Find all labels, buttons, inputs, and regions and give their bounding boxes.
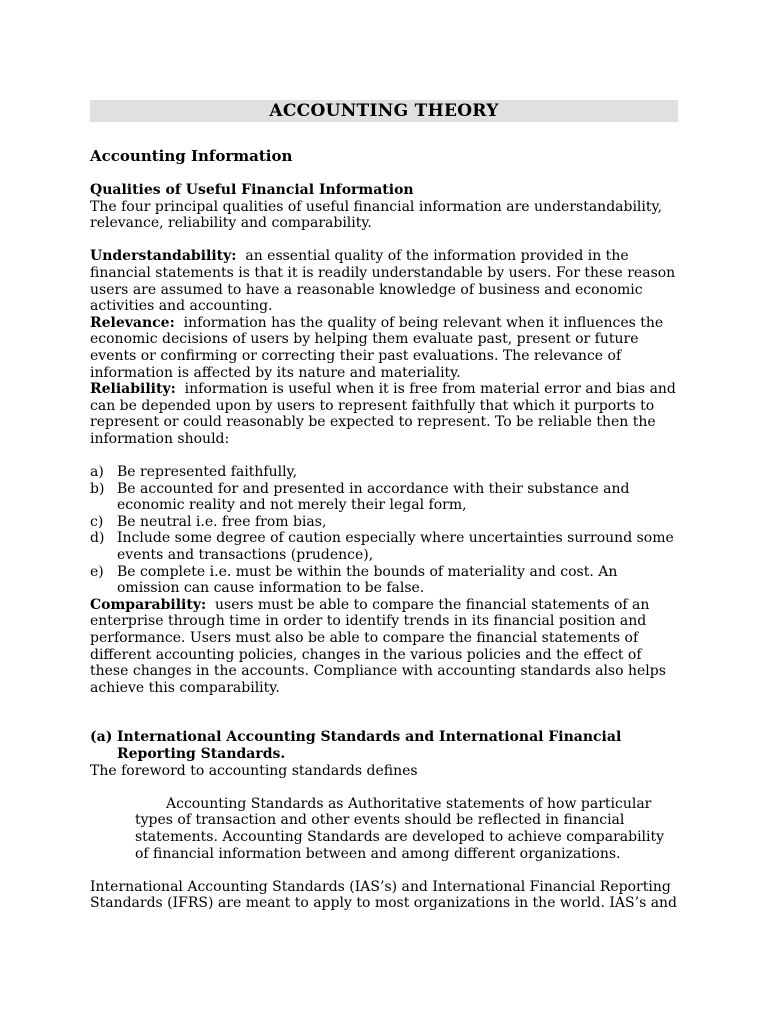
list-item-text: Include some degree of caution especially where uncertainties surround some events and transactions (prudence), — [117, 530, 674, 564]
definition-quote-text: Accounting Standards as Authoritative statements of how particular types of transaction and other events should be reflected in financial statements. Accounting Standards are developed to achieve comparability of financial information between and among different organizations. — [135, 795, 665, 862]
section-heading: Accounting Information — [90, 147, 293, 165]
list-item — [90, 481, 678, 514]
reliability-list — [90, 464, 678, 597]
spacer — [90, 779, 678, 796]
list-item — [90, 514, 678, 531]
comparability-paragraph — [90, 597, 678, 697]
relevance-term: Relevance: — [90, 314, 175, 331]
qualities-intro: The four principal qualities of useful financial information are understandability, relevance, reliability and comparability. — [90, 198, 663, 232]
spacer — [90, 862, 678, 879]
reliability-term: Reliability: — [90, 381, 176, 398]
definition-quote — [135, 796, 678, 862]
list-item — [90, 464, 678, 481]
ias-closing-paragraph: International Accounting Standards (IAS’s) and International Financial Reporting Standards (IFRS) are meant to apply to most organizations in the world. IAS’s and — [90, 878, 678, 912]
qualities-heading: Qualities of Useful Financial Information — [90, 182, 414, 198]
ias-heading-text: International Accounting Standards and International Financial Reporting Standards. — [117, 729, 622, 762]
list-item-text: Be complete i.e. must be within the bounds of materiality and cost. An omission can cause information to be false. — [117, 563, 618, 597]
understandability-text: an essential quality of the information provided in the financial statements is that it is readily understandable by users. For these reason users are assumed to have a reasonable knowledge of business and economic activities and accounting. — [90, 248, 676, 315]
comparability-text: users must be able to compare the financial statements of an enterprise through time in order to identify trends in its financial position and performance. Users must also be able to compare the financial statements of different accounting policies, changes in the various policies and the effect of these changes in the accounts. Compliance with accounting standards also helps achieve this comparability. — [90, 596, 666, 696]
list-marker: c) — [90, 513, 104, 530]
ias-heading — [90, 729, 678, 762]
list-marker: d) — [90, 530, 105, 547]
list-item — [90, 564, 678, 597]
spacer — [90, 448, 678, 465]
document-title: ACCOUNTING THEORY — [90, 100, 678, 122]
ias-heading-marker: (a) — [90, 729, 113, 746]
understandability-term: Understandability: — [90, 248, 237, 265]
comparability-term: Comparability: — [90, 596, 207, 613]
list-marker: e) — [90, 563, 104, 580]
spacer — [90, 232, 678, 249]
reliability-text: information is useful when it is free from material error and bias and can be depended upon by users to represent faithfully that which it purports to represent or could reasonably be expected to represent. To be reliable then the information should: — [90, 381, 676, 447]
list-marker: b) — [90, 480, 105, 497]
understandability-paragraph — [90, 248, 678, 314]
reliability-paragraph — [90, 381, 678, 447]
list-marker: a) — [90, 464, 104, 481]
document-content — [90, 100, 678, 912]
relevance-paragraph — [90, 315, 678, 381]
list-item-text: Be accounted for and presented in accordance with their substance and economic reality and not merely their legal form, — [117, 480, 630, 514]
list-item — [90, 530, 678, 563]
list-item-text: Be represented faithfully, — [117, 464, 298, 481]
foreword-line: The foreword to accounting standards defines — [90, 762, 418, 779]
list-item-text: Be neutral i.e. free from bias, — [117, 513, 327, 530]
relevance-text: information has the quality of being relevant when it influences the economic decisions of users by helping them evaluate past, present or future events or confirming or correcting their past evaluations. The relevance of information is affected by its nature and materiality. — [90, 314, 664, 381]
